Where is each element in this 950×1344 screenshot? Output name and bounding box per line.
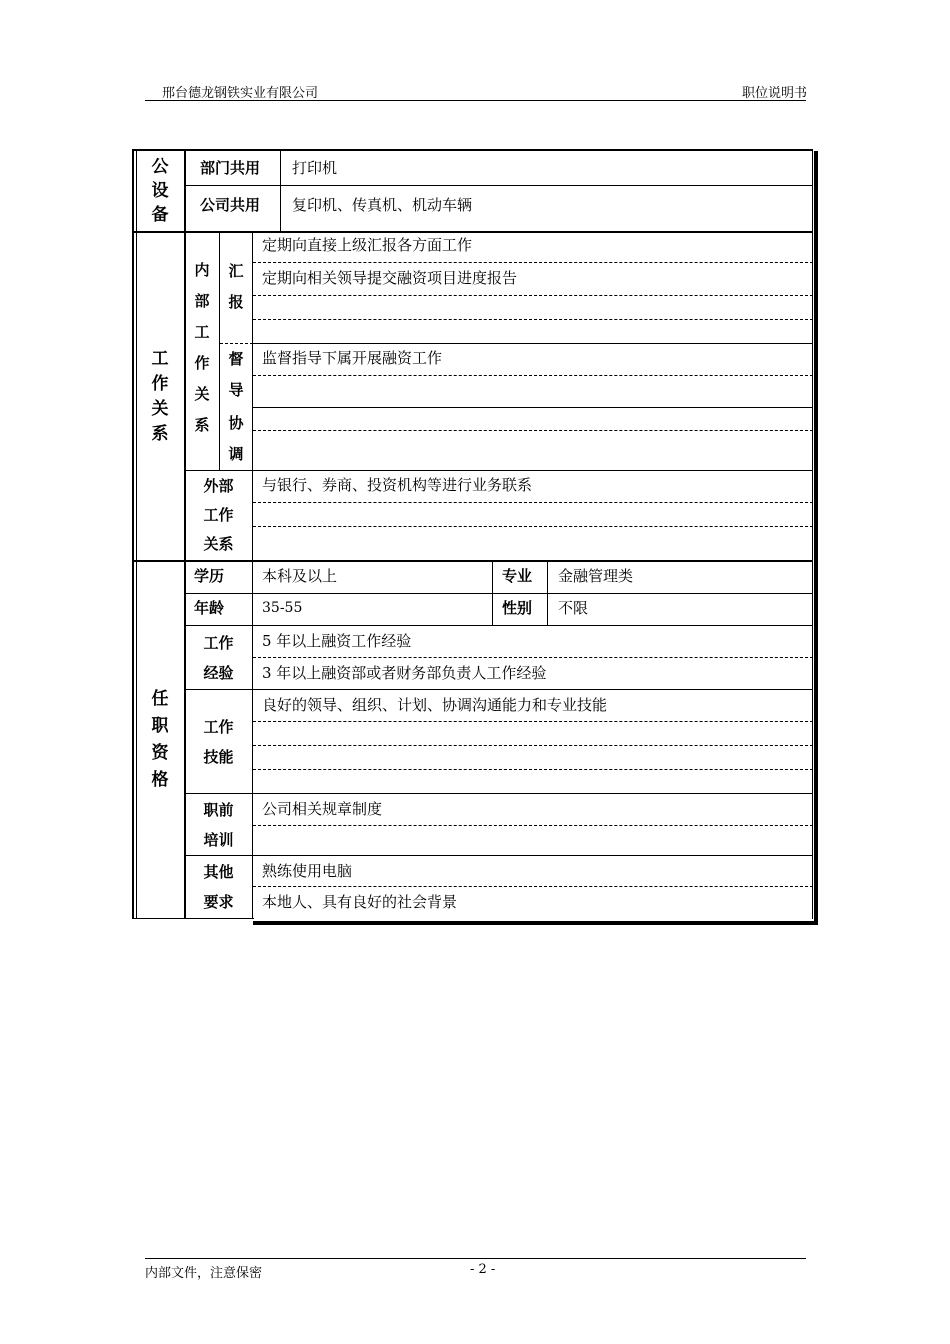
company-shared-label: 公司共用 xyxy=(200,196,261,214)
other-item: 熟练使用电脑 xyxy=(262,862,353,880)
skills-item: 良好的领导、组织、计划、协调沟通能力和专业技能 xyxy=(262,696,608,714)
dept-shared-label: 部门共用 xyxy=(200,159,261,177)
experience-item: 5 年以上融资工作经验 xyxy=(262,632,412,650)
report-item: 定期向直接上级汇报各方面工作 xyxy=(262,236,473,254)
internal-relations-label: 内 部 工 作 关 系 xyxy=(194,261,210,434)
coordinate-label: 协 调 xyxy=(228,414,244,463)
footer-rule xyxy=(145,1258,806,1259)
relations-section-label: 工 作 关 系 xyxy=(151,348,169,444)
gender-label: 性别 xyxy=(502,599,533,617)
report-label: 汇 报 xyxy=(228,262,244,311)
page-number: - 2 - xyxy=(470,1262,496,1277)
document-title: 职位说明书 xyxy=(741,86,807,101)
other-item: 本地人、具有良好的社会背景 xyxy=(262,893,458,911)
education-label: 学历 xyxy=(194,567,225,585)
equipment-section-label: 公 设 备 xyxy=(151,157,169,225)
external-item: 与银行、券商、投资机构等进行业务联系 xyxy=(262,476,533,494)
company-name: 邢台德龙钢铁实业有限公司 xyxy=(162,86,319,101)
experience-item: 3 年以上融资部或者财务部负责人工作经验 xyxy=(262,664,547,682)
qualifications-section-label: 任 职 资 格 xyxy=(151,689,169,790)
age-value: 35-55 xyxy=(262,600,303,616)
company-shared-value: 复印机、传真机、机动车辆 xyxy=(292,196,473,214)
report-item: 定期向相关领导提交融资项目进度报告 xyxy=(262,269,518,287)
major-value: 金融管理类 xyxy=(558,567,634,585)
education-value: 本科及以上 xyxy=(262,567,338,585)
skills-label: 工作 技能 xyxy=(203,717,234,766)
confidential-notice: 内部文件，注意保密 xyxy=(145,1266,263,1281)
dept-shared-value: 打印机 xyxy=(292,159,338,177)
experience-label: 工作 经验 xyxy=(203,633,234,682)
supervise-item: 监督指导下属开展融资工作 xyxy=(262,349,443,367)
age-label: 年龄 xyxy=(194,599,225,617)
gender-value: 不限 xyxy=(558,599,589,617)
external-relations-label: 外部 工作 关系 xyxy=(203,477,234,553)
major-label: 专业 xyxy=(502,567,533,585)
header-rule xyxy=(145,100,806,101)
other-requirements-label: 其他 要求 xyxy=(203,863,234,911)
training-label: 职前 培训 xyxy=(203,800,234,849)
supervise-label: 督 导 xyxy=(228,350,244,399)
training-item: 公司相关规章制度 xyxy=(262,800,383,818)
